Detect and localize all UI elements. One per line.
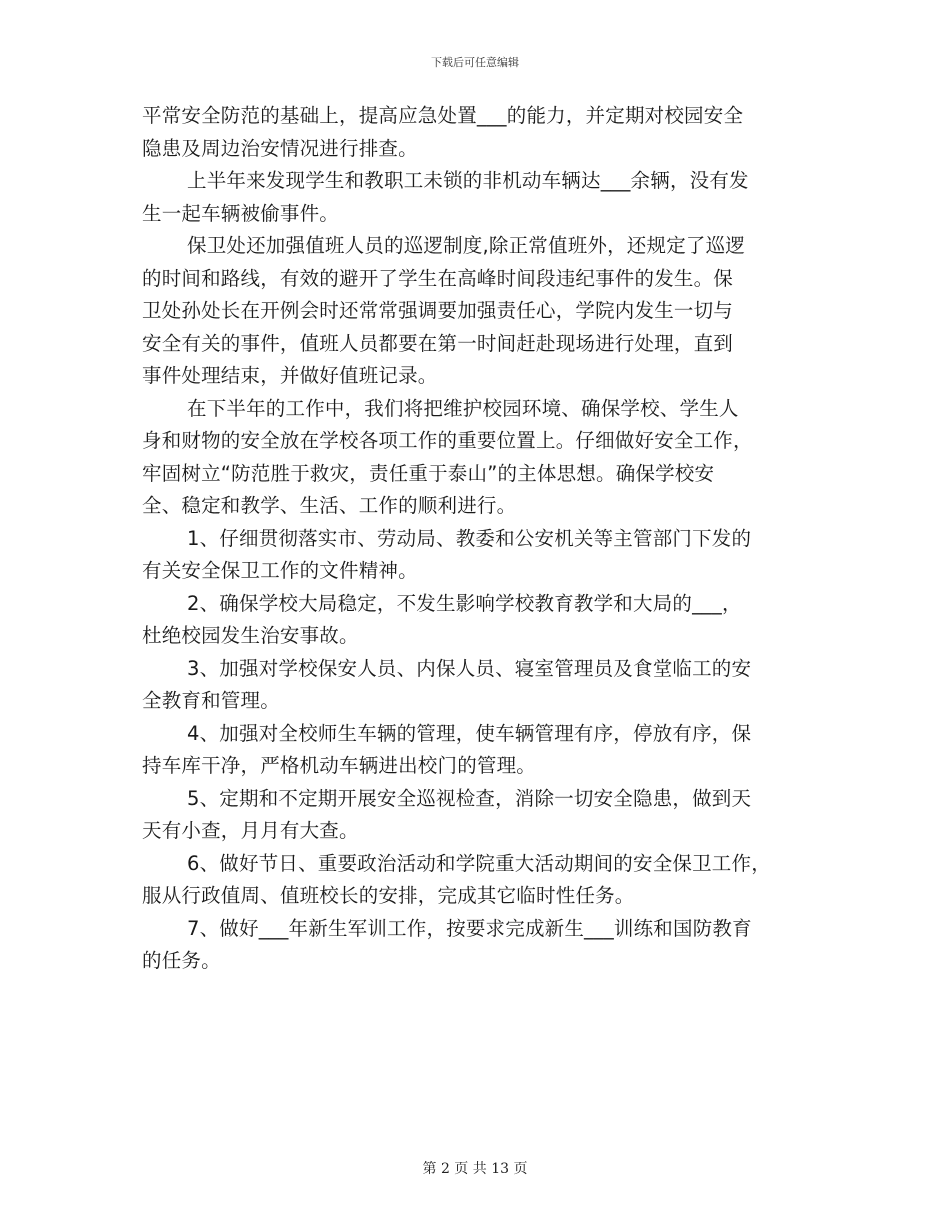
text-line: 卫处孙处长在开例会时还常常强调要加强责任心，学院内发生一切与 bbox=[142, 299, 734, 322]
text-line: 6、做好节日、重要政治活动和学院重大活动期间的安全保卫工作， bbox=[187, 851, 771, 875]
text-line: 身和财物的安全放在学校各项工作的重要位置上。仔细做好安全工作， bbox=[142, 429, 753, 452]
text-line: 2、确保学校大局稳定，不发生影响学校教育教学和大局的___， bbox=[187, 591, 742, 615]
text-line: 杜绝校园发生治安事故。 bbox=[142, 624, 359, 647]
document-body bbox=[142, 100, 818, 978]
text-line: 的任务。 bbox=[142, 949, 221, 972]
text-line: 服从行政值周、值班校长的安排，完成其它临时性任务。 bbox=[142, 884, 635, 907]
text-line: 全教育和管理。 bbox=[142, 689, 280, 712]
page-header: 下载后可任意编辑 bbox=[431, 56, 519, 69]
text-line: 天有小查，月月有大查。 bbox=[142, 819, 359, 842]
text-line: 7、做好___年新生军训工作，按要求完成新生___训练和国防教育 bbox=[187, 916, 752, 940]
text-line: 3、加强对学校保安人员、内保人员、寝室管理员及食堂临工的安 bbox=[187, 656, 752, 680]
text-line: 牢固树立“防范胜于救灾，责任重于泰山”的主体思想。确保学校安 bbox=[142, 461, 715, 485]
text-line: 安全有关的事件，值班人员都要在第一时间赶赴现场进行处理，直到 bbox=[142, 331, 734, 355]
text-line: 5、定期和不定期开展安全巡视检查，消除一切安全隐患，做到天 bbox=[187, 786, 752, 810]
text-line: 平常安全防范的基础上，提高应急处置___的能力，并定期对校园安全 bbox=[142, 104, 744, 127]
text-line: 有关安全保卫工作的文件精神。 bbox=[142, 559, 418, 582]
text-line: 4、加强对全校师生车辆的管理，使车辆管理有序，停放有序，保 bbox=[187, 721, 752, 745]
text-line: 全、稳定和教学、生活、工作的顺利进行。 bbox=[142, 494, 517, 517]
text-line: 上半年来发现学生和教职工未锁的非机动车辆达___余辆，没有发 bbox=[187, 169, 749, 192]
text-line: 1、仔细贯彻落实市、劳动局、教委和公安机关等主管部门下发的 bbox=[187, 526, 752, 550]
text-line: 持车库干净，严格机动车辆进出校门的管理。 bbox=[142, 754, 537, 777]
text-line: 的时间和路线，有效的避开了学生在高峰时间段违纪事件的发生。保 bbox=[142, 266, 734, 290]
text-line: 事件处理结束，并做好值班记录。 bbox=[142, 364, 438, 387]
text-line: 隐患及周边治安情况进行排查。 bbox=[142, 136, 418, 160]
page-number: 第 2 页 共 13 页 bbox=[422, 1161, 528, 1177]
text-line: 生一起车辆被偷事件。 bbox=[142, 201, 340, 225]
text-line: 在下半年的工作中，我们将把维护校园环境、确保学校、学生人 bbox=[187, 396, 739, 420]
text-line: 保卫处还加强值班人员的巡逻制度,除正常值班外，还规定了巡逻 bbox=[187, 234, 745, 257]
